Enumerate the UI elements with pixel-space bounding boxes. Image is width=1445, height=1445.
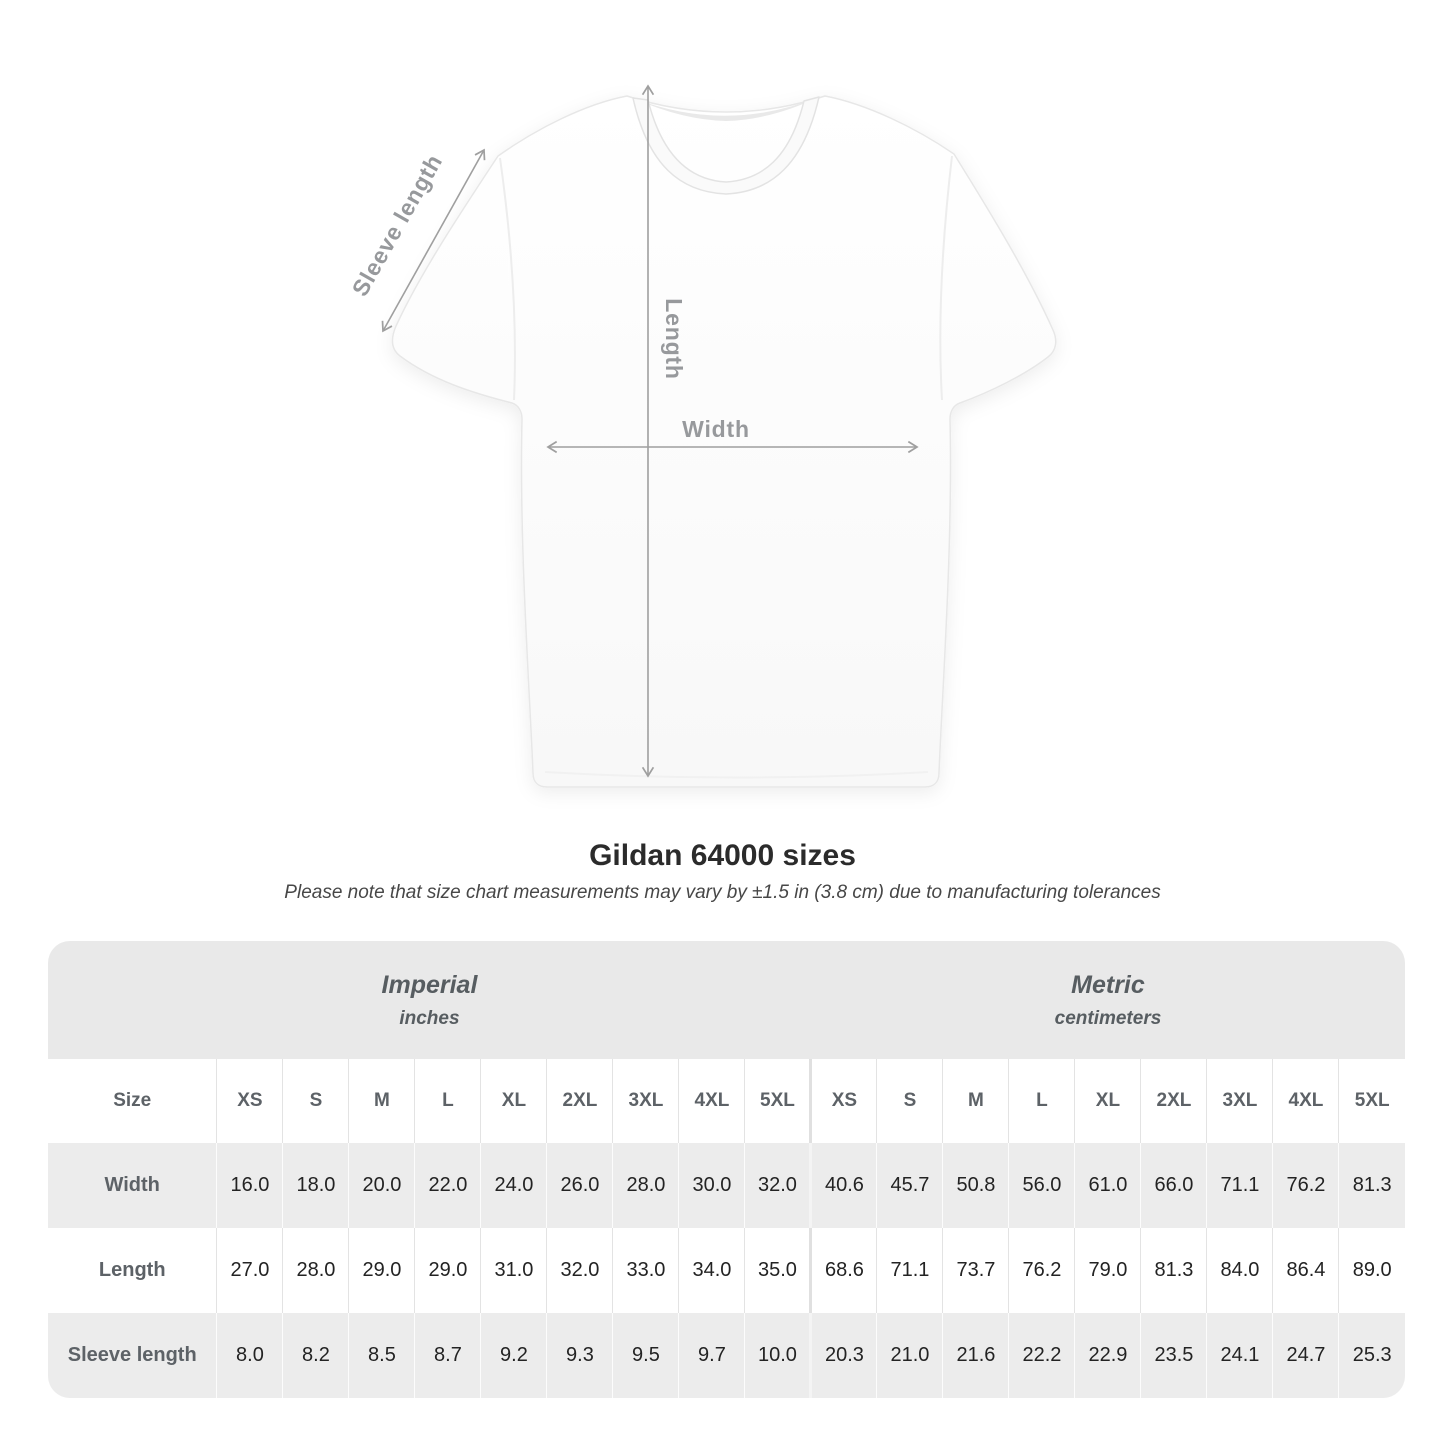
value-cell-metric: 81.3 xyxy=(1141,1228,1207,1313)
row-label: Length xyxy=(98,1259,166,1281)
length-label: Length xyxy=(661,298,687,380)
size-header-imperial-m: M xyxy=(349,1059,415,1143)
size-header-metric-5xl: 5XL xyxy=(1339,1059,1405,1143)
value-cell-metric: 68.6 xyxy=(811,1228,877,1313)
size-header-imperial-3xl: 3XL xyxy=(613,1059,679,1143)
page-title: Gildan 64000 sizes xyxy=(589,839,856,872)
sleeve-length-label: Sleeve length xyxy=(346,149,448,301)
size-header-imperial-l: L xyxy=(415,1059,481,1143)
width-label: Width xyxy=(682,416,750,442)
value-cell-imperial: 33.0 xyxy=(613,1228,679,1313)
value-cell-metric: 22.9 xyxy=(1075,1313,1141,1398)
value-cell-metric: 20.3 xyxy=(811,1313,877,1398)
unit-group-row xyxy=(48,941,1405,1059)
value-cell-imperial: 26.0 xyxy=(547,1143,613,1228)
value-cell-imperial: 35.0 xyxy=(745,1228,811,1313)
imperial-label: Imperial xyxy=(381,970,478,999)
size-header-row xyxy=(48,1059,1405,1143)
value-cell-imperial: 8.0 xyxy=(217,1313,283,1398)
value-cell-metric: 21.6 xyxy=(943,1313,1009,1398)
value-cell-metric: 50.8 xyxy=(943,1143,1009,1228)
value-cell-imperial: 18.0 xyxy=(283,1143,349,1228)
value-cell-imperial: 34.0 xyxy=(679,1228,745,1313)
size-header-imperial-s: S xyxy=(283,1059,349,1143)
size-header-metric-l: L xyxy=(1009,1059,1075,1143)
value-cell-metric: 89.0 xyxy=(1339,1228,1405,1313)
value-cell-metric: 79.0 xyxy=(1075,1228,1141,1313)
tolerance-note: Please note that size chart measurements may vary by ±1.5 in (3.8 cm) due to manufacturing tolerances xyxy=(284,882,1161,903)
size-header-metric-s: S xyxy=(877,1059,943,1143)
metric-unit: centimeters xyxy=(1054,1007,1162,1029)
value-cell-metric: 22.2 xyxy=(1009,1313,1075,1398)
row-label: Width xyxy=(104,1174,160,1196)
imperial-unit: inches xyxy=(399,1007,460,1029)
value-cell-imperial: 31.0 xyxy=(481,1228,547,1313)
size-header-imperial-5xl: 5XL xyxy=(745,1059,811,1143)
value-cell-metric: 71.1 xyxy=(877,1228,943,1313)
value-cell-imperial: 28.0 xyxy=(283,1228,349,1313)
value-cell-metric: 45.7 xyxy=(877,1143,943,1228)
value-cell-metric: 86.4 xyxy=(1273,1228,1339,1313)
size-header-imperial-4xl: 4XL xyxy=(679,1059,745,1143)
value-cell-imperial: 9.3 xyxy=(547,1313,613,1398)
value-cell-imperial: 8.7 xyxy=(415,1313,481,1398)
size-header-imperial-xs: XS xyxy=(217,1059,283,1143)
value-cell-metric: 61.0 xyxy=(1075,1143,1141,1228)
value-cell-metric: 23.5 xyxy=(1141,1313,1207,1398)
value-cell-metric: 21.0 xyxy=(877,1313,943,1398)
value-cell-imperial: 28.0 xyxy=(613,1143,679,1228)
value-cell-metric: 73.7 xyxy=(943,1228,1009,1313)
size-header-metric-3xl: 3XL xyxy=(1207,1059,1273,1143)
value-cell-imperial: 29.0 xyxy=(415,1228,481,1313)
value-cell-imperial: 27.0 xyxy=(217,1228,283,1313)
value-cell-metric: 84.0 xyxy=(1207,1228,1273,1313)
imperial-group-header xyxy=(48,941,811,1059)
metric-group-header xyxy=(811,941,1405,1059)
value-cell-imperial: 29.0 xyxy=(349,1228,415,1313)
value-cell-metric: 76.2 xyxy=(1273,1143,1339,1228)
value-cell-metric: 56.0 xyxy=(1009,1143,1075,1228)
value-cell-metric: 76.2 xyxy=(1009,1228,1075,1313)
size-table xyxy=(48,941,1405,1398)
size-table-container xyxy=(48,941,1405,1398)
value-cell-imperial: 20.0 xyxy=(349,1143,415,1228)
measurement-row-width xyxy=(48,1143,1405,1228)
value-cell-imperial: 32.0 xyxy=(745,1143,811,1228)
measurement-row-length xyxy=(48,1228,1405,1313)
value-cell-imperial: 22.0 xyxy=(415,1143,481,1228)
value-cell-imperial: 8.2 xyxy=(283,1313,349,1398)
value-cell-imperial: 10.0 xyxy=(745,1313,811,1398)
size-header-metric-m: M xyxy=(943,1059,1009,1143)
size-header-imperial-2xl: 2XL xyxy=(547,1059,613,1143)
size-header-metric-4xl: 4XL xyxy=(1273,1059,1339,1143)
size-header-metric-2xl: 2XL xyxy=(1141,1059,1207,1143)
value-cell-metric: 71.1 xyxy=(1207,1143,1273,1228)
value-cell-metric: 24.7 xyxy=(1273,1313,1339,1398)
measurement-row-sleeve-length xyxy=(48,1313,1405,1398)
size-header-imperial-xl: XL xyxy=(481,1059,547,1143)
value-cell-imperial: 9.2 xyxy=(481,1313,547,1398)
value-cell-metric: 66.0 xyxy=(1141,1143,1207,1228)
value-cell-imperial: 32.0 xyxy=(547,1228,613,1313)
metric-label: Metric xyxy=(1071,970,1145,999)
value-cell-imperial: 24.0 xyxy=(481,1143,547,1228)
value-cell-metric: 81.3 xyxy=(1339,1143,1405,1228)
value-cell-imperial: 30.0 xyxy=(679,1143,745,1228)
size-column-header: Size xyxy=(48,1059,217,1143)
value-cell-imperial: 16.0 xyxy=(217,1143,283,1228)
value-cell-imperial: 8.5 xyxy=(349,1313,415,1398)
size-header-metric-xl: XL xyxy=(1075,1059,1141,1143)
value-cell-imperial: 9.7 xyxy=(679,1313,745,1398)
value-cell-metric: 25.3 xyxy=(1339,1313,1405,1398)
value-cell-imperial: 9.5 xyxy=(613,1313,679,1398)
value-cell-metric: 24.1 xyxy=(1207,1313,1273,1398)
row-label: Sleeve length xyxy=(67,1344,197,1366)
value-cell-metric: 40.6 xyxy=(811,1143,877,1228)
size-header-metric-xs: XS xyxy=(811,1059,877,1143)
